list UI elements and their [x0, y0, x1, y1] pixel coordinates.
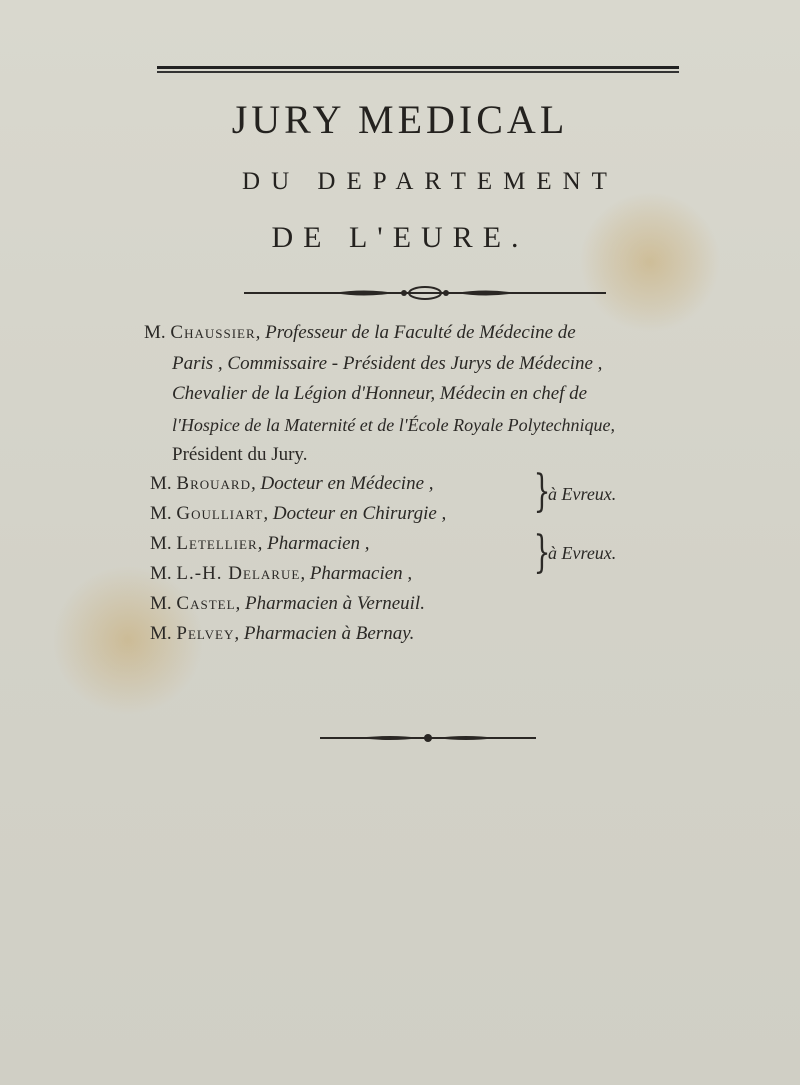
president-line-2: Paris , Commissaire - Président des Jurys de Médecine , [172, 352, 603, 374]
member-row: M. Letellier, Pharmacien , [150, 533, 370, 554]
ornament-divider [244, 285, 606, 301]
location-group-2: à Evreux. [548, 543, 617, 563]
member-role: , Pharmacien à Bernay. [234, 623, 415, 644]
member-name: Letellier [176, 533, 258, 554]
bottom-ornament-divider [320, 731, 536, 745]
member-role: , Docteur en Médecine , [250, 473, 434, 494]
document-subtitle: DU DEPARTEMENT [242, 168, 618, 195]
president-name: Chaussier [170, 322, 256, 343]
president-line-3: Chevalier de la Légion d'Honneur, Médecin en chef de [172, 383, 588, 404]
member-row: M. Brouard, Docteur en Médecine , [150, 473, 434, 494]
brace-group-2: } [533, 527, 551, 578]
president-line-5: Président du Jury. [172, 444, 308, 465]
member-role: , Pharmacien , [257, 533, 370, 554]
department-heading: DE L'EURE. [271, 221, 529, 254]
document-title: JURY MEDICAL [231, 97, 569, 142]
member-row: M. Castel, Pharmacien à Verneuil. [150, 593, 425, 614]
member-role: , Pharmacien , [300, 563, 413, 584]
member-row: M. Pelvey, Pharmacien à Bernay. [150, 623, 415, 644]
member-name: Brouard [176, 473, 251, 494]
president-prefix: M. [144, 322, 166, 343]
member-role: , Pharmacien à Verneuil. [235, 593, 425, 614]
brace-group-1: } [533, 466, 551, 517]
member-name: Goulliart [176, 503, 264, 524]
location-group-1: à Evreux. [548, 484, 617, 504]
president-line-1 [144, 318, 576, 349]
president-line-4: l'Hospice de la Maternité et de l'École Royale Polytechnique, [172, 414, 616, 435]
member-row: M. L.-H. Delarue, Pharmacien , [150, 563, 413, 584]
top-double-rule [157, 66, 679, 75]
member-name: L.-H. Delarue [176, 563, 301, 584]
member-role: , Docteur en Chirurgie , [263, 503, 447, 524]
member-row: M. Goulliart, Docteur en Chirurgie , [150, 503, 447, 524]
member-name: Pelvey [176, 623, 235, 644]
member-name: Castel [176, 593, 236, 614]
president-title-1: , Professeur de la Faculté de Médecine de [255, 322, 576, 343]
